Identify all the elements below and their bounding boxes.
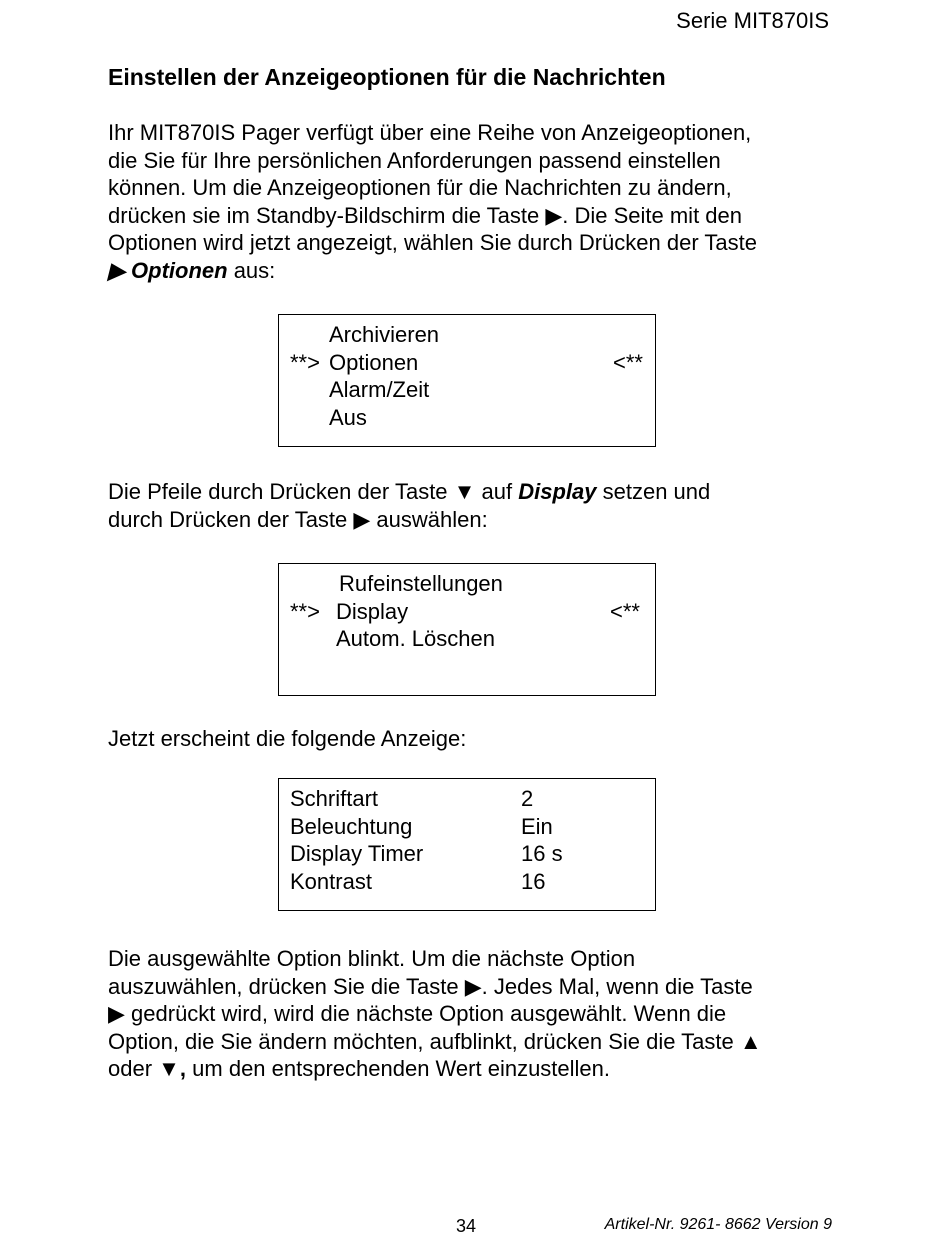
selection-marker-left: **> — [290, 349, 320, 375]
option-line-2: auszuwählen, drücken Sie die Taste ▶. Jedes Mal, wenn die Taste — [108, 973, 753, 999]
setting-row-display-timer — [279, 840, 655, 868]
menu-item-display — [279, 598, 655, 626]
setting-label: Schriftart — [290, 786, 379, 811]
menu-item-alarm-zeit — [279, 376, 655, 404]
setting-label: Display Timer — [290, 841, 424, 867]
menu-item-label: Rufeinstellungen — [339, 571, 503, 596]
menu-item-label: Alarm/Zeit — [329, 377, 430, 403]
setting-value: 16 s — [521, 841, 563, 867]
menu-item-autom-loeschen — [279, 625, 655, 653]
down-arrow-emphasis: ▼, — [158, 1056, 187, 1082]
option-line-1: Die ausgewählte Option blinkt. Um die nächste Option — [108, 946, 636, 971]
option-line-3: ▶ gedrückt wird, wird die nächste Option ausgewählt. Wenn die — [108, 1001, 727, 1027]
intro-paragraph — [108, 119, 848, 285]
article-number: Artikel-Nr. 9261- 8662 Version 9 — [604, 1216, 832, 1233]
page-title: Einstellen der Anzeigeoptionen für die Nachrichten — [108, 64, 666, 90]
display-instruction-paragraph — [108, 478, 848, 533]
menu-item-rufeinstellungen — [279, 570, 655, 598]
setting-value: 16 — [521, 868, 546, 894]
header-series: Serie MIT870IS — [676, 8, 829, 33]
menu-screen-main — [278, 314, 656, 447]
display-line-1-b: setzen und — [596, 479, 711, 504]
option-change-paragraph — [108, 945, 848, 1083]
setting-value: Ein — [521, 813, 553, 839]
display-line-1 — [108, 478, 848, 506]
intro-line-5: Optionen wird jetzt angezeigt, wählen Sie durch Drücken der Taste — [108, 230, 757, 256]
option-line-4: Option, die Sie ändern möchten, aufblinkt, drücken Sie die Taste ▲ — [108, 1028, 762, 1054]
setting-row-kontrast — [279, 868, 655, 896]
menu-item-optionen — [279, 349, 655, 377]
menu-item-label: Aus — [329, 404, 367, 430]
option-line-5 — [108, 1055, 848, 1083]
display-intro-paragraph: Jetzt erscheint die folgende Anzeige: — [108, 726, 467, 751]
display-line-1-a: Die Pfeile durch Drücken der Taste ▼ auf — [108, 479, 519, 504]
setting-row-beleuchtung — [279, 813, 655, 841]
page-number: 34 — [456, 1216, 477, 1236]
selection-marker-right: <** — [613, 349, 643, 375]
setting-label: Beleuchtung — [290, 813, 413, 839]
menu-item-aus — [279, 404, 655, 432]
selection-marker-right: <** — [610, 598, 640, 624]
intro-line-6-rest: aus: — [227, 257, 276, 283]
setting-value: 2 — [521, 786, 534, 811]
display-line-2: durch Drücken der Taste ▶ auswählen: — [108, 506, 488, 532]
setting-row-schriftart — [279, 785, 655, 813]
optionen-emphasis: ▶ Optionen — [108, 257, 228, 283]
intro-line-3: können. Um die Anzeigeoptionen für die Nachrichten zu ändern, — [108, 175, 732, 201]
menu-screen-options — [278, 563, 656, 696]
menu-item-label: Optionen — [329, 349, 419, 375]
display-settings-screen — [278, 778, 656, 911]
intro-line-6 — [108, 257, 848, 285]
display-emphasis: Display — [518, 479, 597, 504]
intro-line-4: drücken sie im Standby-Bildschirm die Taste ▶. Die Seite mit den — [108, 202, 743, 228]
selection-marker-left: **> — [290, 598, 320, 624]
intro-line-1: Ihr MIT870IS Pager verfügt über eine Reihe von Anzeigeoptionen, — [108, 120, 752, 145]
option-line-5-a: oder — [108, 1056, 159, 1082]
option-line-5-b: um den entsprechenden Wert einzustellen. — [186, 1056, 611, 1082]
intro-line-2: die Sie für Ihre persönlichen Anforderungen passend einstellen — [108, 147, 721, 173]
menu-item-label: Display — [336, 598, 409, 624]
menu-item-archivieren — [279, 321, 655, 349]
menu-item-label: Autom. Löschen — [336, 626, 495, 652]
menu-item-label: Archivieren — [329, 322, 440, 347]
setting-label: Kontrast — [290, 868, 372, 894]
